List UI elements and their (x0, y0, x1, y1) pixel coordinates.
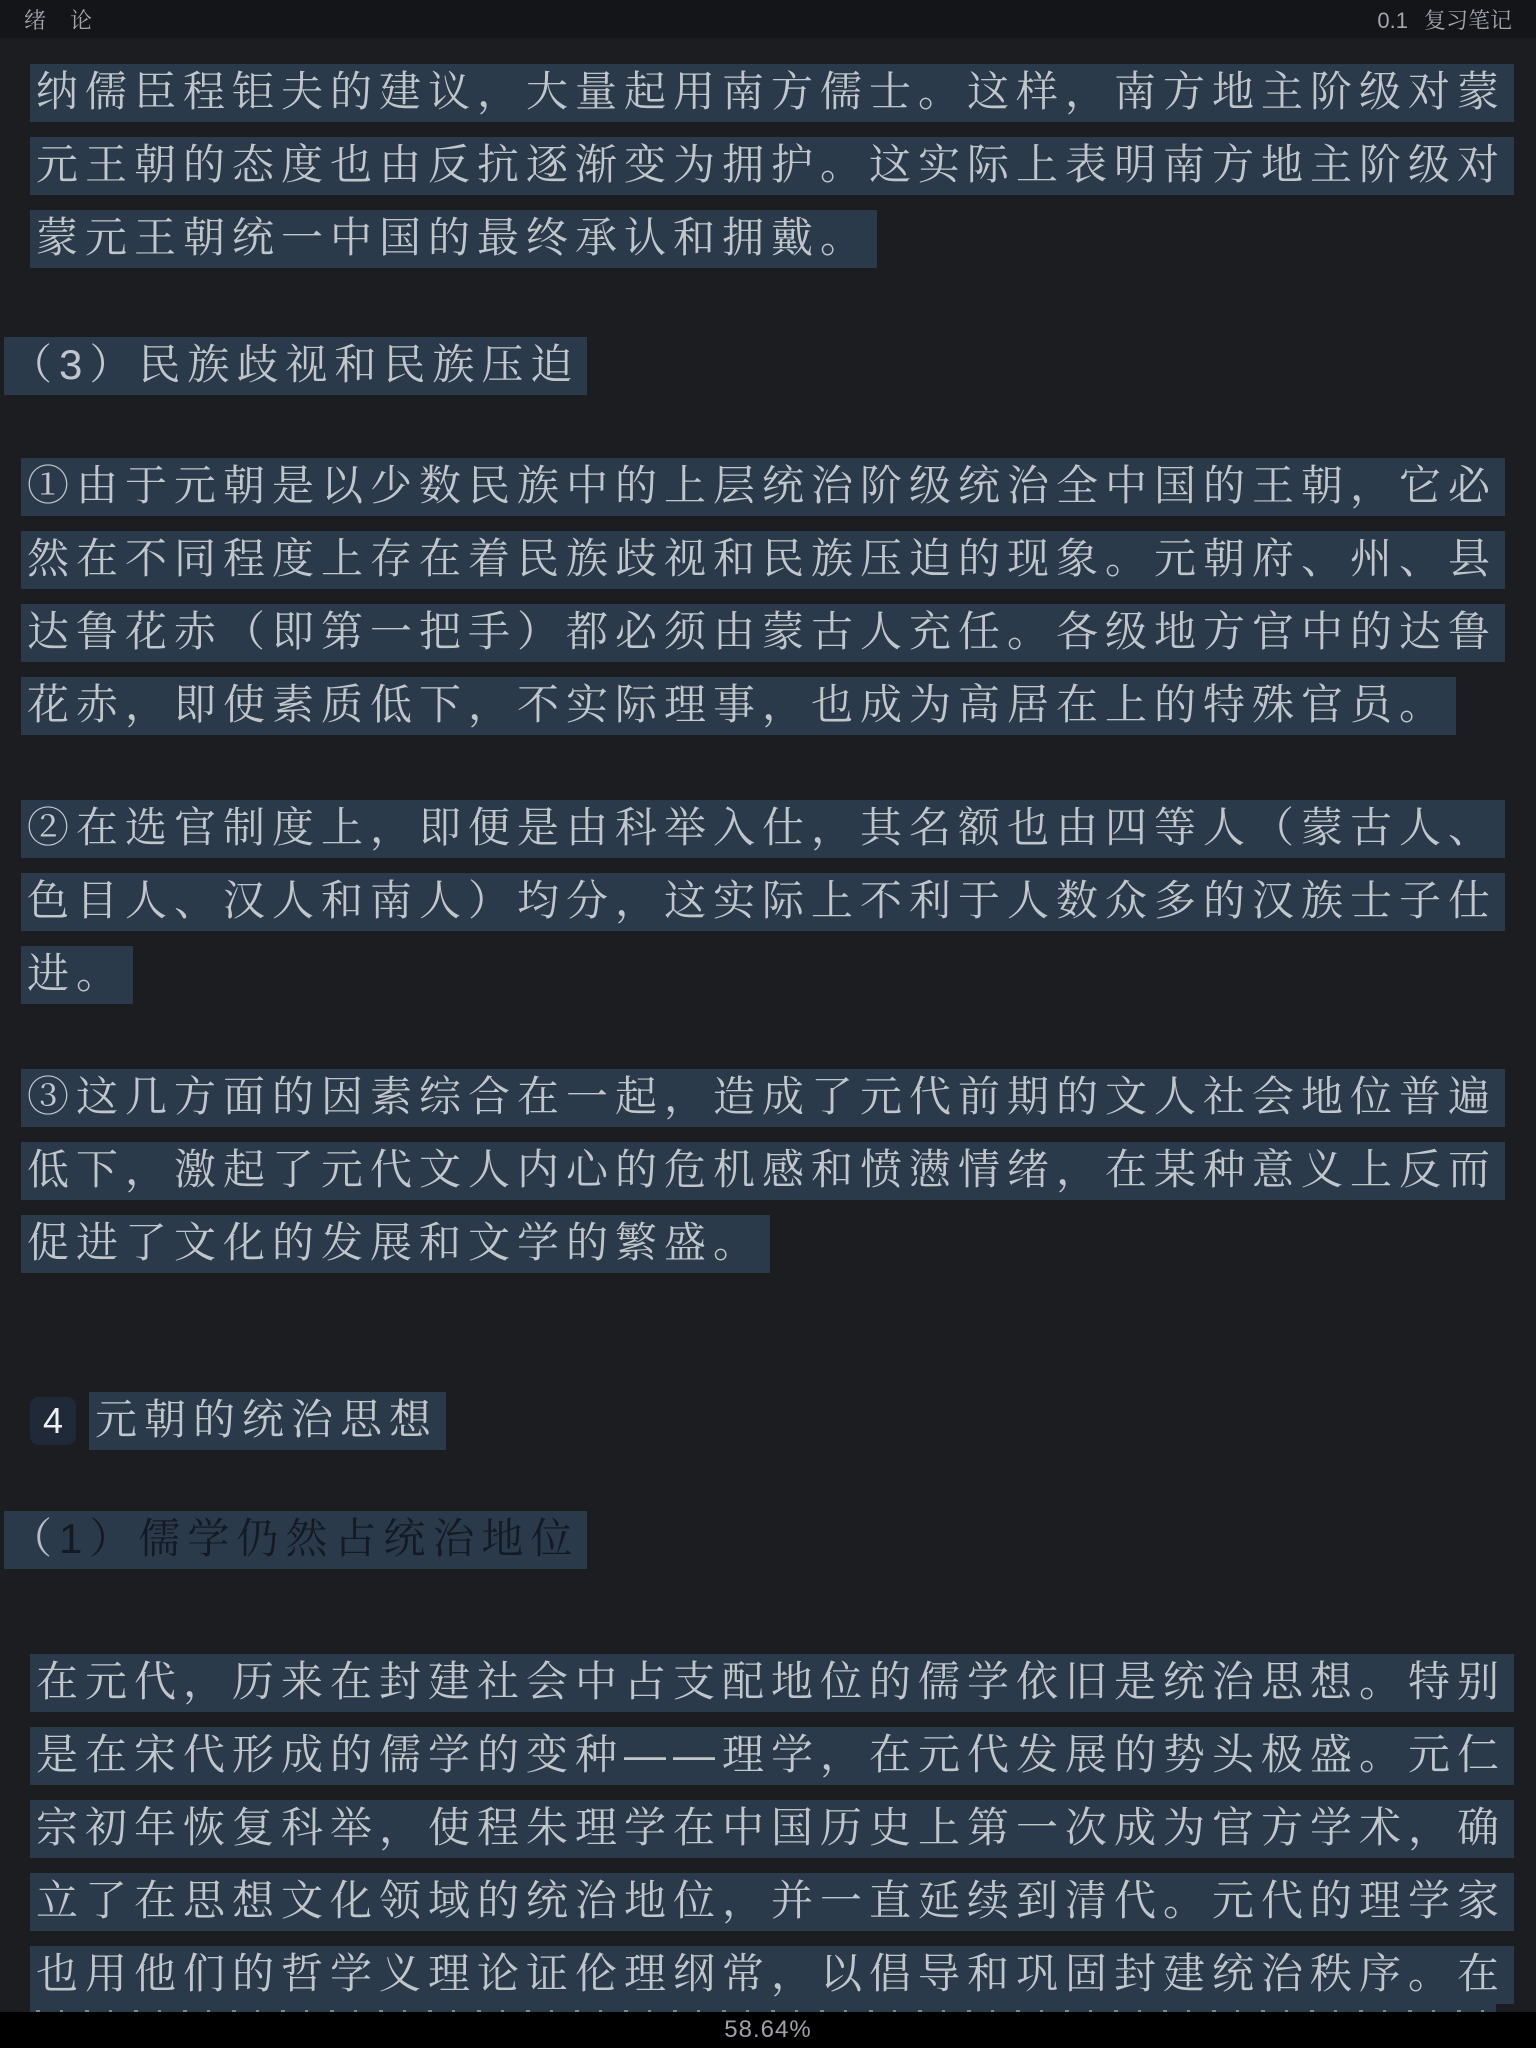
section-title: 复习笔记 (1423, 7, 1512, 33)
section-breadcrumb (1377, 4, 1512, 35)
text-line: 是在宋代形成的儒学的变种——理学，在元代发展的势头极盛。元仁 (30, 1719, 1506, 1792)
text-line: 宗初年恢复科举，使程朱理学在中国历史上第一次成为官方学术，确 (30, 1792, 1506, 1865)
reading-page[interactable] (0, 38, 1536, 2048)
text-line: 色目人、汉人和南人）均分，这实际上不利于人数众多的汉族士子仕 (21, 865, 1506, 938)
text-line: 立了在思想文化领域的统治地位，并一直延续到清代。元代的理学家 (30, 1865, 1506, 1938)
heading-item-3 (10, 329, 1506, 402)
text-line: 元王朝的态度也由反抗逐渐变为拥护。这实际上表明南方地主阶级对 (30, 129, 1506, 202)
text-line: 也用他们的哲学义理论证伦理纲常，以倡导和巩固封建统治秩序。在 (30, 1938, 1506, 2011)
section-number-badge: 4 (30, 1397, 76, 1445)
sub-heading-paren: （ (10, 1514, 60, 1562)
paragraph (21, 450, 1506, 742)
text-line: 达鲁花赤（即第一把手）都必须由蒙古人充任。各级地方官中的达鲁 (21, 596, 1506, 669)
section-heading-title: 元朝的统治思想 (89, 1392, 446, 1450)
text-line: 在元代，历来在封建社会中占支配地位的儒学依旧是统治思想。特别 (30, 1646, 1506, 1719)
paragraph (30, 1646, 1506, 2015)
text-line: （3）民族歧视和民族压迫 (4, 329, 1506, 402)
section-heading (30, 1384, 1506, 1457)
progress-percentage: 58.64% (724, 2016, 812, 2043)
text-line: 然在不同程度上存在着民族歧视和民族压迫的现象。元朝府、州、县 (21, 523, 1506, 596)
sub-heading-text: 1）儒学仍然占统治地位 (59, 1514, 580, 1562)
text-line: 促进了文化的发展和文学的繁盛。 (21, 1207, 1506, 1280)
sub-heading (10, 1503, 1506, 1576)
text-line: 纳儒臣程钜夫的建议，大量起用南方儒士。这样，南方地主阶级对蒙 (30, 56, 1506, 129)
text-line: 蒙元王朝统一中国的最终承认和拥戴。 (30, 202, 1506, 275)
reader-footer (0, 2012, 1536, 2048)
text-line: ③这几方面的因素综合在一起，造成了元代前期的文人社会地位普遍 (21, 1061, 1506, 1134)
reader-header (0, 0, 1536, 38)
paragraph (30, 56, 1506, 275)
text-line: 花赤，即使素质低下，不实际理事，也成为高居在上的特殊官员。 (21, 669, 1506, 742)
text-line: ②在选官制度上，即便是由科举入仕，其名额也由四等人（蒙古人、 (21, 792, 1506, 865)
text-line: 低下，激起了元代文人内心的危机感和愤懑情绪，在某种意义上反而 (21, 1134, 1506, 1207)
paragraph (21, 792, 1506, 1011)
chapter-title: 绪 论 (24, 7, 94, 33)
section-number: 0.1 (1377, 7, 1408, 33)
paragraph (21, 1061, 1506, 1280)
text-line (4, 1503, 1506, 1576)
text-line: 进。 (21, 938, 1506, 1011)
text-line: ①由于元朝是以少数民族中的上层统治阶级统治全中国的王朝，它必 (21, 450, 1506, 523)
